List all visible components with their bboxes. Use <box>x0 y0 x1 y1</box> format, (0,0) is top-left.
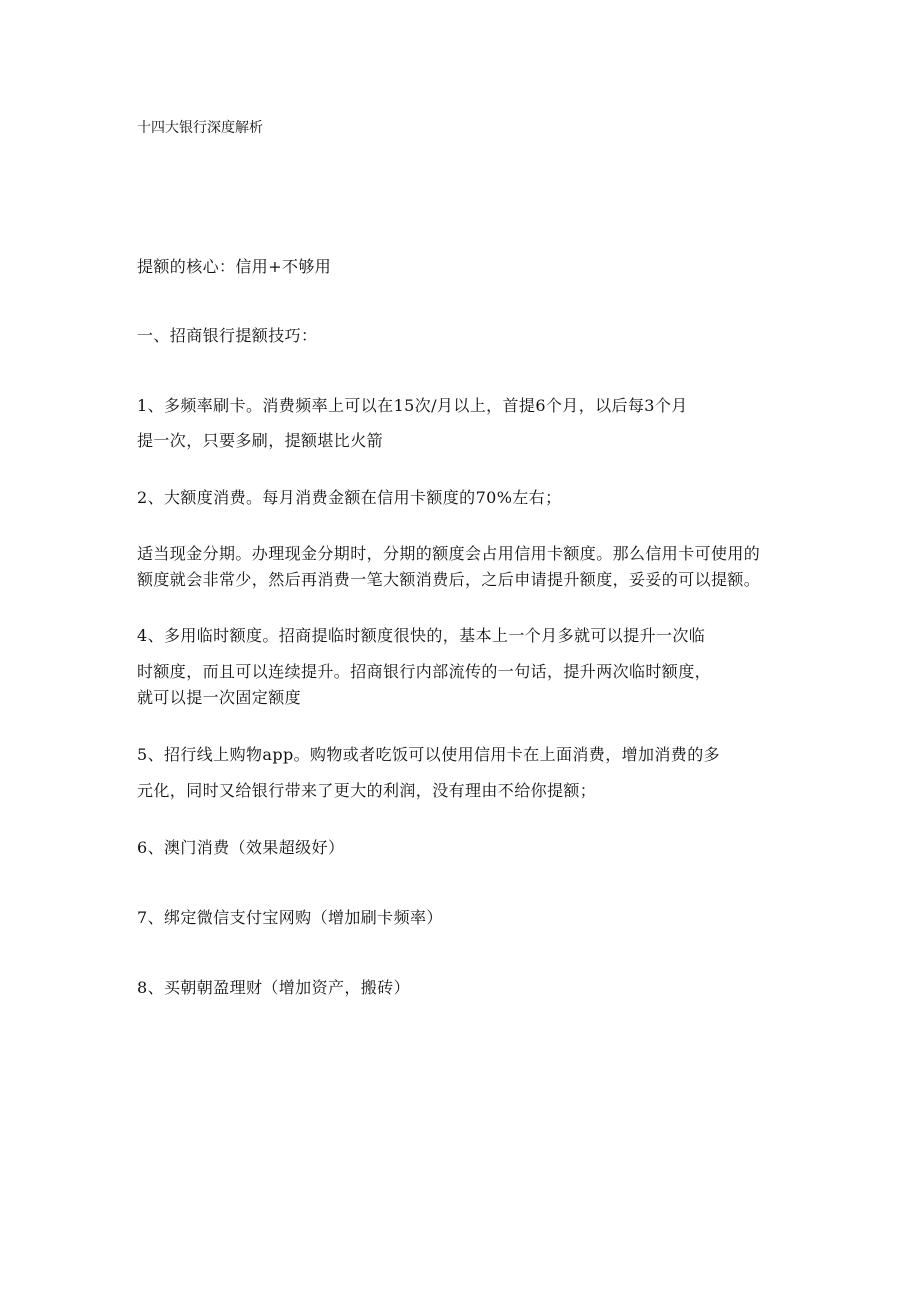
section-heading: 一、招商银行提额技巧： <box>137 326 318 345</box>
list-item-line: 时额度，而且可以连续提升。招商银行内部流传的一句话，提升两次临时额度， <box>137 662 712 681</box>
list-item-line: 5、招行线上购物app。购物或者吃饭可以使用信用卡在上面消费，增加消费的多 <box>137 745 721 764</box>
list-item-line: 就可以提一次固定额度 <box>137 688 302 707</box>
document-title: 十四大银行深度解析 <box>137 120 263 136</box>
core-statement: 提额的核心：信用+不够用 <box>137 257 332 276</box>
list-item-line: 4、多用临时额度。招商提临时额度很快的，基本上一个月多就可以提升一次临 <box>137 626 706 645</box>
list-item-line: 元化，同时又给银行带来了更大的利润，没有理由不给你提额； <box>137 781 597 800</box>
list-item-line: 提一次，只要多刷，提额堪比火箭 <box>137 431 384 450</box>
list-item-line: 额度就会非常少，然后再消费一笔大额消费后，之后申请提升额度，妥妥的可以提额。 <box>137 570 761 589</box>
list-item-line: 适当现金分期。办理现金分期时，分期的额度会占用信用卡额度。那么信用卡可使用的 <box>137 544 761 563</box>
list-item-line: 7、绑定微信支付宝网购（增加刷卡频率） <box>137 908 443 927</box>
list-item-line: 6、澳门消费（效果超级好） <box>137 838 345 857</box>
list-item-line: 2、大额度消费。每月消费金额在信用卡额度的70%左右； <box>137 488 562 507</box>
list-item-line: 1、多频率刷卡。消费频率上可以在15次/月以上，首提6个月，以后每3个月 <box>137 396 688 415</box>
list-item-line: 8、买朝朝盈理财（增加资产，搬砖） <box>137 978 410 997</box>
